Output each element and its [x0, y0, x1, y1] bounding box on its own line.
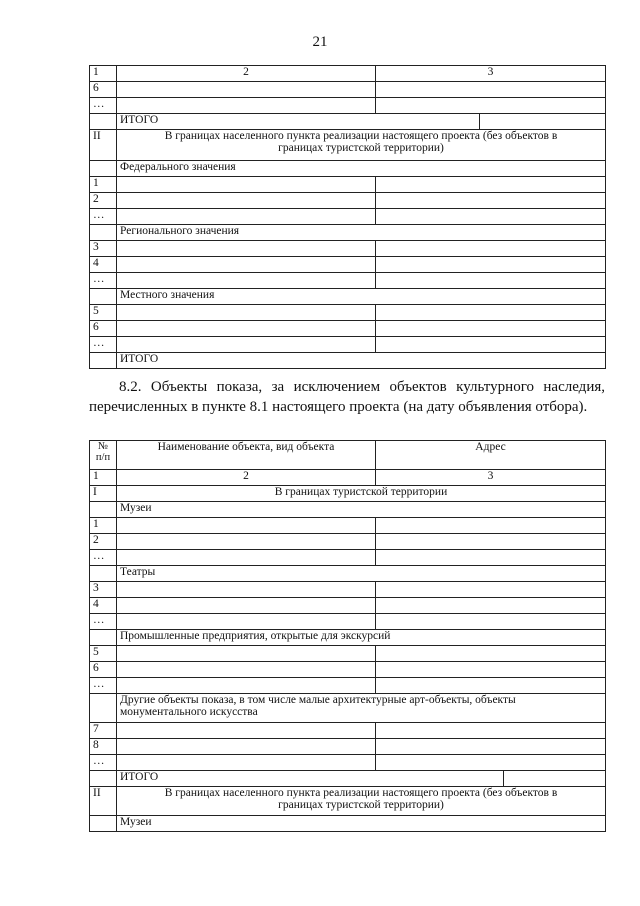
row-number: 5 [90, 646, 117, 662]
row-number: … [90, 678, 117, 694]
row-number: 2 [90, 534, 117, 550]
table-row [90, 98, 606, 114]
table-cell [117, 241, 376, 257]
table-cell [376, 241, 606, 257]
table-cell [376, 257, 606, 273]
section-paragraph: 8.2. Объекты показа, за исключением объектов культурного наследия, перечисленных в пункте 8.1 настоящего проекта (на дату объявления отбора). [89, 379, 605, 415]
group-label: Промышленные предприятия, открытые для экскурсий [117, 630, 606, 646]
table-cell [117, 598, 376, 614]
itogo-label: ИТОГО [117, 771, 504, 786]
table-row [90, 787, 606, 816]
section-title: В границах населенного пункта реализации настоящего проекта (без объектов в границах туристской территории) [117, 787, 606, 816]
table-row [90, 161, 606, 177]
table-cell [376, 98, 606, 114]
table-cell [376, 646, 606, 662]
row-number: … [90, 755, 117, 771]
table-row [90, 273, 606, 289]
table-cell [376, 193, 606, 209]
table-1 [89, 65, 606, 369]
table-cell [90, 225, 117, 241]
table-cell [504, 771, 605, 786]
table-cell [117, 177, 376, 193]
table-row [90, 114, 606, 130]
group-label: Музеи [117, 816, 606, 832]
row-number: 2 [90, 193, 117, 209]
table-cell [376, 723, 606, 739]
table-cell [90, 353, 117, 369]
itogo-label: ИТОГО [117, 114, 480, 129]
itogo-row [117, 771, 606, 787]
header-cell: 3 [376, 66, 606, 82]
index-cell: 3 [376, 470, 606, 486]
itogo-row [117, 114, 606, 130]
table-row [90, 305, 606, 321]
table-cell [376, 177, 606, 193]
table-row [90, 646, 606, 662]
index-cell: 2 [117, 470, 376, 486]
table-row [90, 289, 606, 305]
row-number: … [90, 273, 117, 289]
section-number: II [90, 787, 117, 816]
table-row [90, 66, 606, 82]
table-row [90, 486, 606, 502]
table-cell [117, 305, 376, 321]
table-cell [117, 739, 376, 755]
table-header-row [90, 441, 606, 470]
table-cell [376, 662, 606, 678]
table-cell [90, 694, 117, 723]
table-cell [90, 771, 117, 787]
group-label: Местного значения [117, 289, 606, 305]
table-row [90, 755, 606, 771]
table-row [90, 241, 606, 257]
table-2 [89, 440, 606, 832]
table-cell [117, 257, 376, 273]
table-cell [376, 582, 606, 598]
table-cell [376, 550, 606, 566]
table-cell [376, 273, 606, 289]
table-row [90, 502, 606, 518]
table-row [90, 771, 606, 787]
table-cell [90, 816, 117, 832]
table-cell [376, 598, 606, 614]
table-cell [117, 337, 376, 353]
col-header-number: № п/п [90, 441, 117, 470]
table-cell [376, 534, 606, 550]
table-cell [117, 273, 376, 289]
table-cell [90, 289, 117, 305]
table-cell [117, 209, 376, 225]
table-cell [117, 614, 376, 630]
table-cell [117, 550, 376, 566]
header-cell: 2 [117, 66, 376, 82]
table-row [90, 662, 606, 678]
table-cell [117, 193, 376, 209]
table-row [90, 225, 606, 241]
row-number: 4 [90, 598, 117, 614]
table-cell [376, 209, 606, 225]
row-number: 3 [90, 241, 117, 257]
table-cell [376, 518, 606, 534]
itogo-label: ИТОГО [117, 353, 606, 369]
table-cell [90, 114, 117, 130]
row-number: … [90, 614, 117, 630]
row-number: … [90, 209, 117, 225]
table-cell [376, 321, 606, 337]
table-row [90, 723, 606, 739]
section-number: II [90, 130, 117, 161]
row-number: … [90, 550, 117, 566]
table-row [90, 739, 606, 755]
table-row [90, 630, 606, 646]
table-cell [117, 662, 376, 678]
table-cell [117, 98, 376, 114]
row-number: 6 [90, 321, 117, 337]
table-cell [117, 534, 376, 550]
table-row [90, 337, 606, 353]
row-number: … [90, 98, 117, 114]
table-row [90, 582, 606, 598]
table-row [90, 816, 606, 832]
table-cell [117, 518, 376, 534]
table-cell [117, 678, 376, 694]
table-cell [117, 723, 376, 739]
col-header-address: Адрес [376, 441, 606, 470]
row-number: 1 [90, 518, 117, 534]
row-number: 7 [90, 723, 117, 739]
row-number: 6 [90, 82, 117, 98]
table-cell [90, 161, 117, 177]
table-cell [376, 678, 606, 694]
table-row [90, 130, 606, 161]
table-cell [376, 82, 606, 98]
table-row [90, 353, 606, 369]
table-row [90, 209, 606, 225]
table-cell [376, 755, 606, 771]
table-row [90, 193, 606, 209]
table-cell [376, 305, 606, 321]
table-cell [117, 755, 376, 771]
table-row [90, 598, 606, 614]
table-row [90, 694, 606, 723]
table-row [90, 566, 606, 582]
table-row [90, 534, 606, 550]
table-cell [117, 321, 376, 337]
col-header-name: Наименование объекта, вид объекта [117, 441, 376, 470]
table-row [90, 470, 606, 486]
table-row [90, 518, 606, 534]
row-number: 3 [90, 582, 117, 598]
header-cell: 1 [90, 66, 117, 82]
table-cell [376, 337, 606, 353]
row-number: 4 [90, 257, 117, 273]
table-cell [90, 566, 117, 582]
section-number: I [90, 486, 117, 502]
table-cell [480, 114, 605, 129]
section-title: В границах населенного пункта реализации настоящего проекта (без объектов в границах туристской территории) [117, 130, 606, 161]
table-cell [90, 630, 117, 646]
section-title: В границах туристской территории [117, 486, 606, 502]
page-number: 21 [312, 34, 328, 50]
group-label: Музеи [117, 502, 606, 518]
table-row [90, 177, 606, 193]
table-row [90, 550, 606, 566]
row-number: 1 [90, 177, 117, 193]
index-cell: 1 [90, 470, 117, 486]
group-label: Театры [117, 566, 606, 582]
table-row [90, 321, 606, 337]
table-row [90, 257, 606, 273]
table-row [90, 614, 606, 630]
table-cell [376, 739, 606, 755]
row-number: 5 [90, 305, 117, 321]
table-cell [117, 82, 376, 98]
row-number: … [90, 337, 117, 353]
group-label: Другие объекты показа, в том числе малые архитектурные арт-объекты, объекты монументального искусства [117, 694, 606, 723]
table-cell [376, 614, 606, 630]
table-cell [117, 646, 376, 662]
row-number: 8 [90, 739, 117, 755]
row-number: 6 [90, 662, 117, 678]
table-row [90, 678, 606, 694]
group-label: Регионального значения [117, 225, 606, 241]
table-cell [117, 582, 376, 598]
table-row [90, 82, 606, 98]
table-cell [90, 502, 117, 518]
group-label: Федерального значения [117, 161, 606, 177]
